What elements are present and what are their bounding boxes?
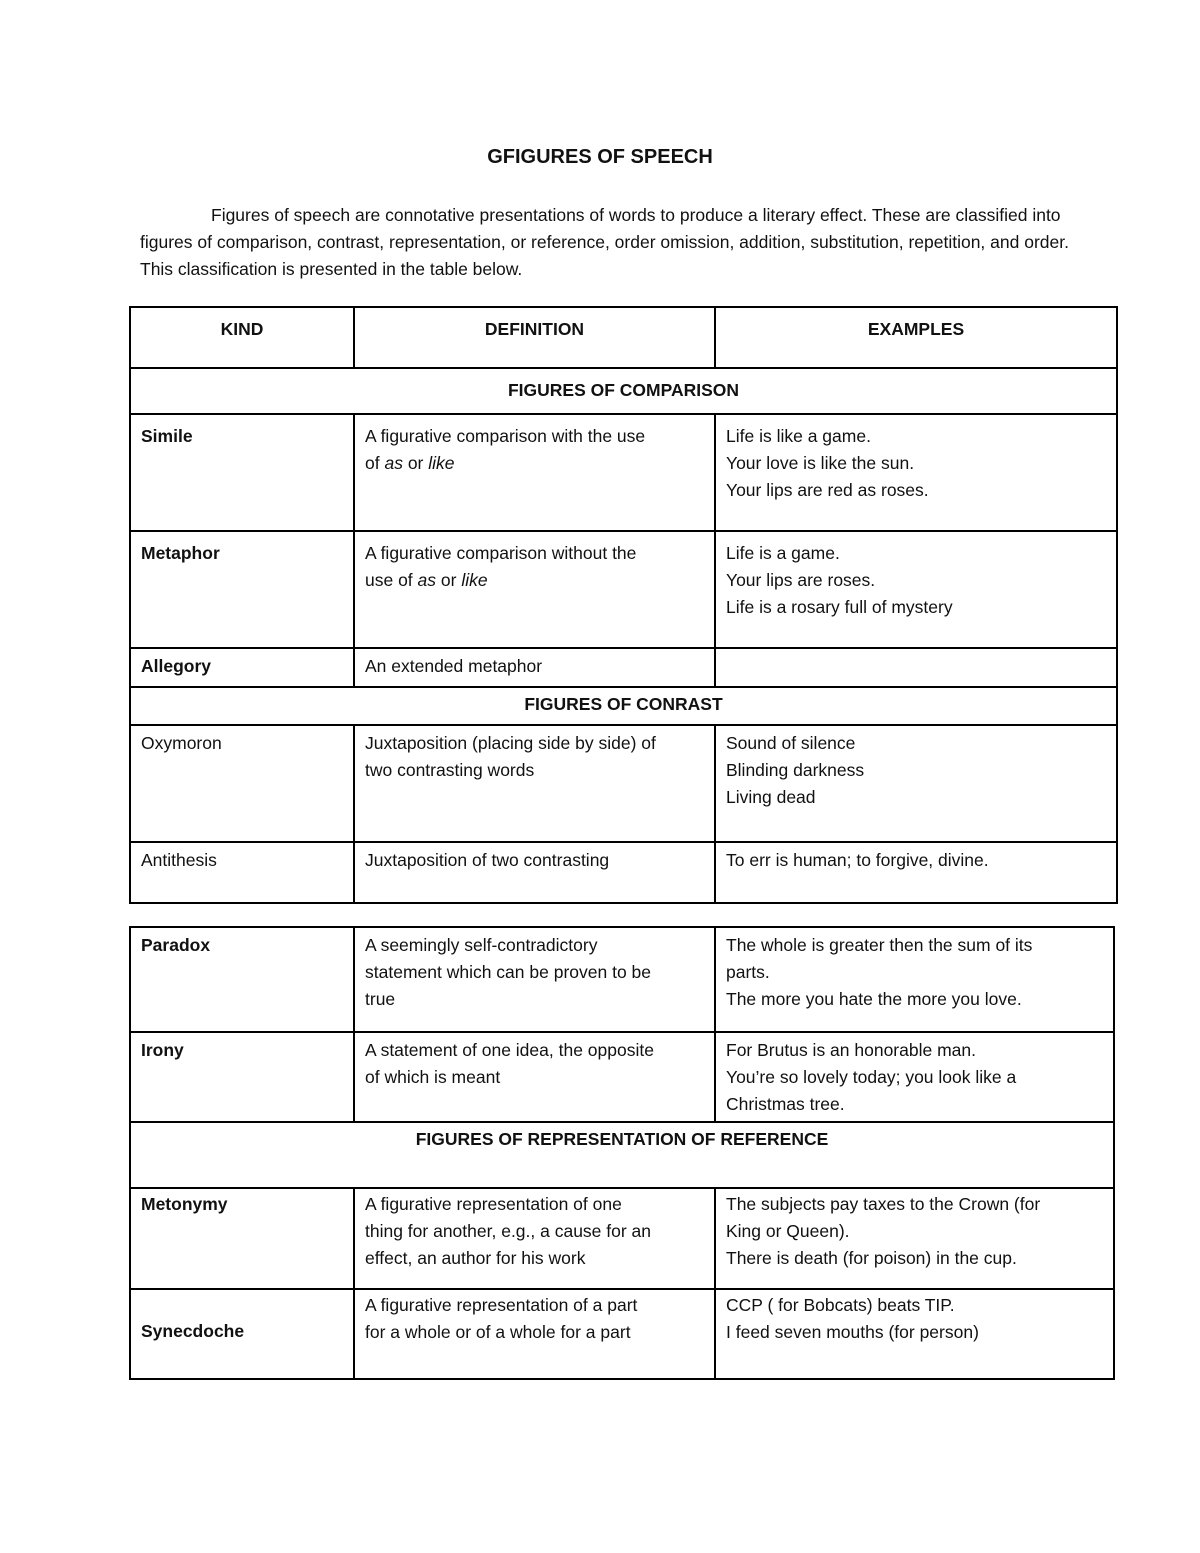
table-row-simile (130, 414, 1117, 531)
example-line: The more you hate the more you love. (726, 989, 1022, 1009)
definition-line: A figurative comparison with the use (365, 426, 646, 446)
example-line: Your lips are red as roses. (726, 480, 929, 500)
table-row-allegory (130, 648, 1117, 687)
definition-text: use of (365, 570, 418, 590)
example-line: Sound of silence (726, 733, 856, 753)
kind-cell: Allegory (130, 648, 354, 687)
definition-cell: Juxtaposition of two contrasting (354, 842, 715, 903)
kind-cell: Oxymoron (130, 725, 354, 842)
definition-text: or (402, 453, 429, 473)
definition-line: for a whole or of a whole for a part (365, 1322, 631, 1342)
definition-cell (354, 414, 715, 531)
table-row-antithesis (130, 842, 1117, 903)
header-kind: KIND (130, 307, 354, 368)
definition-emphasis: as (417, 570, 437, 590)
definition-line: effect, an author for his work (365, 1248, 586, 1268)
examples-cell (715, 1289, 1114, 1379)
definition-line: two contrasting words (365, 760, 535, 780)
definition-line: statement which can be proven to be (365, 962, 652, 982)
definition-emphasis: like (461, 570, 488, 590)
definition-line: A statement of one idea, the opposite (365, 1040, 654, 1060)
examples-cell (715, 1188, 1114, 1289)
table-row-metaphor (130, 531, 1117, 648)
definition-line: A figurative representation of one (365, 1194, 622, 1214)
example-line: Christmas tree. (726, 1094, 845, 1114)
definition-line: Juxtaposition (placing side by side) of (365, 733, 656, 753)
example-line: There is death (for poison) in the cup. (726, 1248, 1017, 1268)
kind-cell: Metonymy (130, 1188, 354, 1289)
kind-cell: Metaphor (130, 531, 354, 648)
table-row-paradox (130, 927, 1114, 1032)
intro-paragraph: Figures of speech are connotative presentations of words to produce a literary effect. These are classified into figures of comparison, contrast, representation, or reference, order omission, addition, substitution, repetition, and order. This classification is presented in the table below. (140, 205, 1069, 279)
example-line: The whole is greater then the sum of its (726, 935, 1033, 955)
definition-line: of which is meant (365, 1067, 501, 1087)
definition-line: A seemingly self-contradictory (365, 935, 598, 955)
table-row-irony (130, 1032, 1114, 1122)
example-line: Living dead (726, 787, 816, 807)
header-definition: DEFINITION (354, 307, 715, 368)
examples-cell: To err is human; to forgive, divine. (715, 842, 1117, 903)
example-line: Life is a game. (726, 543, 840, 563)
kind-cell: Irony (130, 1032, 354, 1122)
section-heading: FIGURES OF CONRAST (130, 687, 1117, 725)
definition-cell (354, 531, 715, 648)
example-line: King or Queen). (726, 1221, 850, 1241)
definition-cell (354, 927, 715, 1032)
example-line: Your love is like the sun. (726, 453, 915, 473)
example-line: Your lips are roses. (726, 570, 876, 590)
example-line: For Brutus is an honorable man. (726, 1040, 976, 1060)
example-line: Life is a rosary full of mystery (726, 597, 953, 617)
page-title: GFIGURES OF SPEECH (487, 146, 713, 168)
section-row-representation (130, 1122, 1114, 1188)
example-line: parts. (726, 962, 770, 982)
kind-cell: Paradox (130, 927, 354, 1032)
section-row-contrast (130, 687, 1117, 725)
example-line: The subjects pay taxes to the Crown (for (726, 1194, 1041, 1214)
definition-line: true (365, 989, 396, 1009)
example-line: Blinding darkness (726, 760, 865, 780)
example-line: I feed seven mouths (for person) (726, 1322, 979, 1342)
table-row-metonymy (130, 1188, 1114, 1289)
definition-line: A figurative representation of a part (365, 1295, 638, 1315)
examples-cell (715, 927, 1114, 1032)
definition-line: thing for another, e.g., a cause for an (365, 1221, 652, 1241)
figures-table-part-2 (129, 926, 1115, 1380)
kind-cell: Simile (130, 414, 354, 531)
definition-text: or (436, 570, 462, 590)
examples-cell (715, 648, 1117, 687)
figures-table-part-1 (129, 306, 1118, 904)
definition-cell (354, 1188, 715, 1289)
examples-cell (715, 531, 1117, 648)
kind-cell: Synecdoche (130, 1289, 354, 1379)
section-heading: FIGURES OF REPRESENTATION OF REFERENCE (130, 1122, 1114, 1188)
examples-cell (715, 1032, 1114, 1122)
header-examples: EXAMPLES (715, 307, 1117, 368)
definition-text: of (365, 453, 385, 473)
example-line: You’re so lovely today; you look like a (726, 1067, 1017, 1087)
section-heading: FIGURES OF COMPARISON (130, 368, 1117, 414)
definition-cell (354, 1032, 715, 1122)
example-line: Life is like a game. (726, 426, 871, 446)
example-line: CCP ( for Bobcats) beats TIP. (726, 1295, 955, 1315)
section-row-comparison (130, 368, 1117, 414)
definition-cell (354, 1289, 715, 1379)
examples-cell (715, 414, 1117, 531)
definition-emphasis: as (384, 453, 403, 473)
definition-cell (354, 725, 715, 842)
table-header-row (130, 307, 1117, 368)
definition-line: A figurative comparison without the (365, 543, 637, 563)
definition-emphasis: like (428, 453, 455, 473)
table-row-synecdoche (130, 1289, 1114, 1379)
table-row-oxymoron (130, 725, 1117, 842)
definition-cell: An extended metaphor (354, 648, 715, 687)
examples-cell (715, 725, 1117, 842)
kind-cell: Antithesis (130, 842, 354, 903)
